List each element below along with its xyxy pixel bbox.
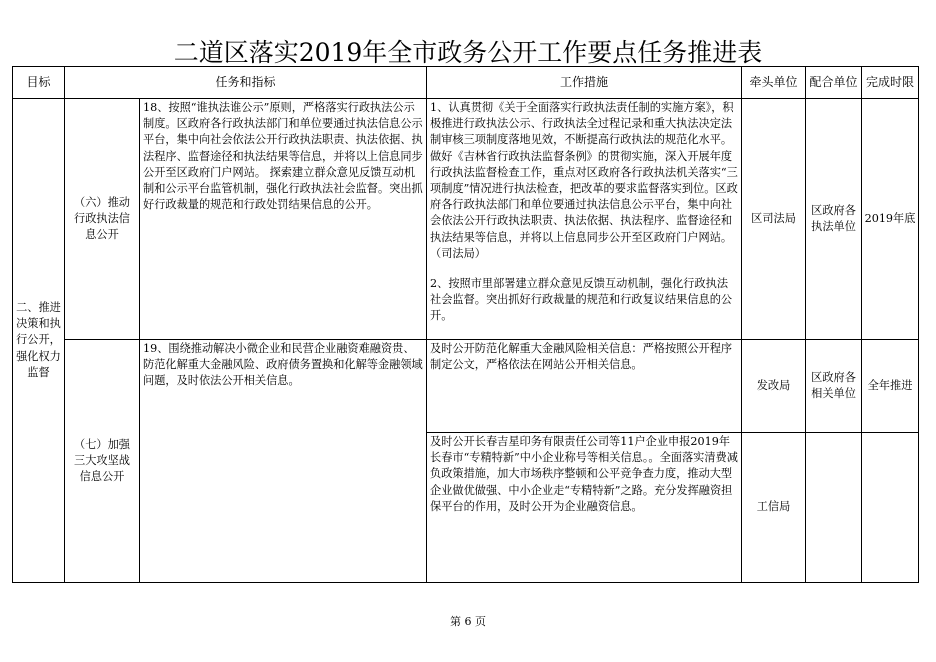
header-measures: 工作措施 bbox=[427, 67, 742, 99]
header-coop: 配合单位 bbox=[806, 67, 862, 99]
page-title: 二道区落实2019年全市政务公开工作要点任务推进表 bbox=[173, 38, 763, 67]
header-lead: 牵头单位 bbox=[742, 67, 806, 99]
lead-cell: 发改局 bbox=[742, 340, 806, 433]
target-cell: 二、推进决策和执行公开，强化权力监督 bbox=[13, 99, 65, 583]
task-cell: 18、按照“谁执法谁公示”原则，严格落实行政执法公示制度。区政府各行政执法部门和单位要通过执法信息公示平台，集中向社会依法公开行政执法职责、执法依据、执法程序、监督途径和执法结果等信息，并将以上信息同步公开至区政府门户网站。 探索建立群众意见反馈互动机制和公示平台监管机制，强化行政执法社会监督。突出抓好行政裁量的规范和行政处罚结果信息的公开。 bbox=[140, 99, 427, 340]
coop-cell: 区政府各执法单位 bbox=[806, 99, 862, 340]
subtask-cell: （六）推动行政执法信息公开 bbox=[65, 99, 140, 340]
header-deadline: 完成时限 bbox=[862, 67, 919, 99]
table-row bbox=[13, 99, 919, 340]
page-number: 第 6 页 bbox=[450, 615, 486, 628]
subtask-cell: （七）加强三大攻坚战信息公开 bbox=[65, 340, 140, 583]
header-target: 目标 bbox=[13, 67, 65, 99]
task-table bbox=[12, 66, 919, 583]
coop-cell: 区政府各相关单位 bbox=[806, 340, 862, 433]
measure-item: 1、认真贯彻《关于全面落实行政执法责任制的实施方案》，积极推进行政执法公示、行政执法全过程记录和重大执法决定法制审核三项制度落地见效，不断提高行政执法的规范化水平。做好《吉林省行政执法监督条例》的贯彻实施，深入开展年度行政执法监督检查工作，重点对区政府各行政执法机关落实“三项制度”情况进行执法检查，把改革的要求监督落实到位。区政府各行政执法部门和单位要通过执法信息公示平台，集中向社会依法公开行政执法职责、执法依据、执法程序、监督途径和执法结果等信息，并将以上信息同步公开至区政府门户网站。（司法局） bbox=[430, 101, 738, 260]
measure-item: 2、按照市里部署建立群众意见反馈互动机制，强化行政执法社会监督。突出抓好行政裁量的规范和行政复议结果信息的公开。 bbox=[430, 277, 733, 323]
deadline-cell-empty bbox=[862, 433, 919, 583]
measure-cell: 及时公开长春吉星印务有限责任公司等11户企业申报2019年长春市“专精特新”中小企业称号等相关信息。。全面落实清费减负政策措施，加大市场秩序整顿和公平竞争查力度，推动大型企业做优做强、中小企业走“专精特新”之路。充分发挥融资担保平台的作用，及时公开为企业融资信息。 bbox=[427, 433, 742, 583]
task-cell: 19、围绕推动解决小微企业和民营企业融资难融资贵、防范化解重大金融风险、政府债务置换和化解等金融领域问题，及时依法公开相关信息。 bbox=[140, 340, 427, 583]
header-row bbox=[13, 67, 919, 99]
table-row bbox=[13, 340, 919, 433]
measure-cell bbox=[427, 99, 742, 340]
lead-cell: 工信局 bbox=[742, 433, 806, 583]
measure-cell: 及时公开防范化解重大金融风险相关信息：严格按照公开程序制定公文，严格依法在网站公开相关信息。 bbox=[427, 340, 742, 433]
coop-cell-empty bbox=[806, 433, 862, 583]
lead-cell: 区司法局 bbox=[742, 99, 806, 340]
spacer bbox=[430, 262, 738, 276]
deadline-cell: 全年推进 bbox=[862, 340, 919, 433]
header-task: 任务和指标 bbox=[65, 67, 427, 99]
deadline-cell: 2019年底 bbox=[862, 99, 919, 340]
